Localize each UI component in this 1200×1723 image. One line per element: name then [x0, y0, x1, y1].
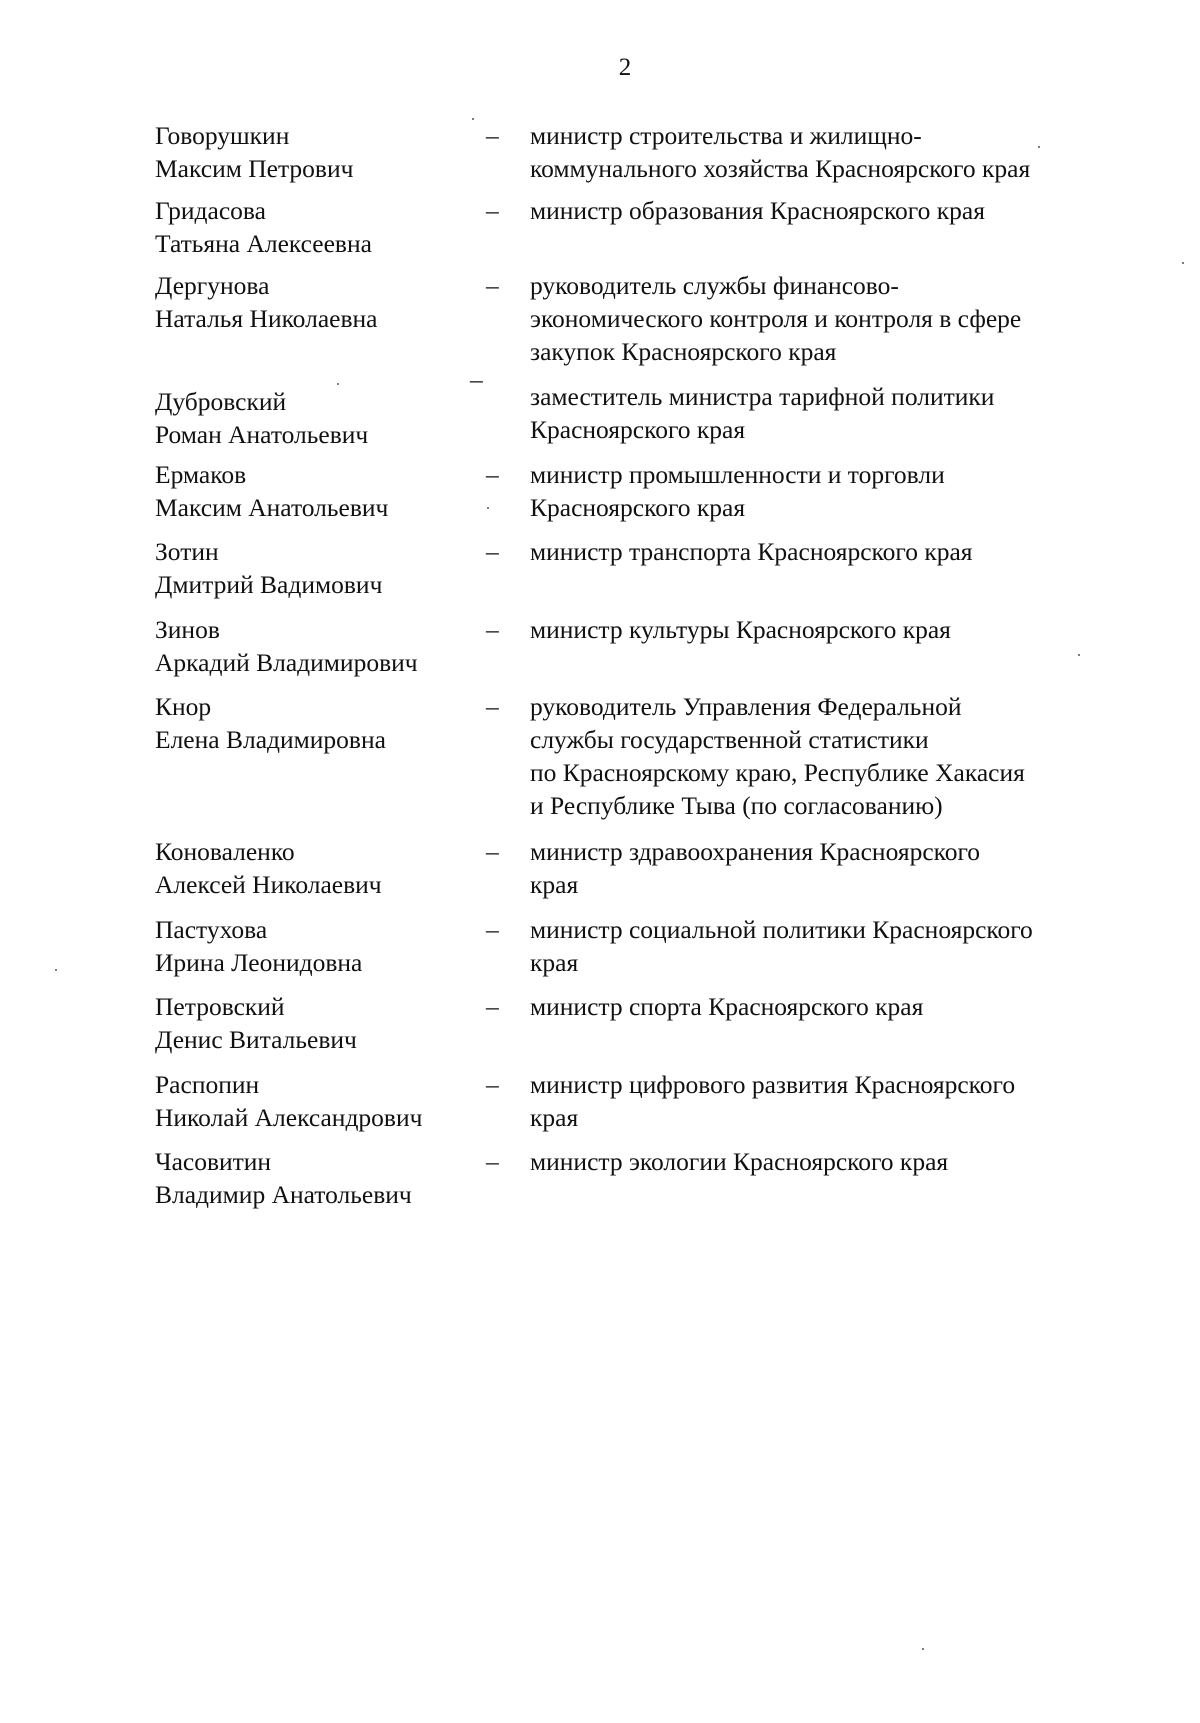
member-given-names: Наталья Николаевна: [155, 304, 378, 333]
member-position: [530, 535, 1100, 568]
member-position: [530, 835, 1100, 901]
member-surname: Дергунова: [155, 271, 270, 300]
position-line: министр культуры Красноярского края: [530, 615, 951, 644]
separator-dash: –: [486, 271, 499, 300]
separator-dash: –: [486, 992, 499, 1021]
scan-speck: [487, 507, 489, 509]
member-given-names: Татьяна Алексеевна: [155, 229, 372, 258]
member-name: [155, 535, 475, 601]
member-name: [155, 269, 475, 335]
member-surname: Петровский: [155, 992, 285, 1021]
page-number: 2: [618, 54, 632, 81]
member-surname: Говорушкин: [155, 121, 290, 150]
position-line: министр строительства и жилищно-: [530, 121, 922, 150]
separator-dash: –: [486, 615, 499, 644]
member-name: [155, 385, 475, 451]
position-line: закупок Красноярского края: [530, 337, 837, 366]
member-surname: Распопин: [155, 1070, 260, 1099]
position-line: министр промышленности и торговли: [530, 460, 945, 489]
position-line: Красноярского края: [530, 415, 746, 444]
scan-speck: [337, 383, 339, 385]
member-name: [155, 458, 475, 524]
member-given-names: Аркадий Владимирович: [155, 648, 418, 677]
position-line: края: [530, 948, 579, 977]
member-surname: Зинов: [155, 615, 220, 644]
scan-speck: [922, 1648, 924, 1650]
scan-speck: [472, 118, 474, 120]
member-given-names: Максим Петрович: [155, 154, 354, 183]
scan-speck: [1078, 654, 1080, 656]
position-line: коммунального хозяйства Красноярского края: [530, 154, 1031, 183]
position-line: министр спорта Красноярского края: [530, 992, 924, 1021]
member-given-names: Роман Анатольевич: [155, 420, 369, 449]
position-line: края: [530, 870, 579, 899]
member-given-names: Елена Владимировна: [155, 725, 386, 754]
member-position: [530, 194, 1100, 227]
member-position: [530, 690, 1100, 822]
separator-dash: –: [486, 1070, 499, 1099]
member-name: [155, 1068, 475, 1134]
member-surname: Зотин: [155, 537, 219, 566]
member-given-names: Денис Витальевич: [155, 1025, 357, 1054]
member-given-names: Владимир Анатольевич: [155, 1180, 412, 1209]
member-surname: Дубровский: [155, 387, 287, 416]
member-given-names: Алексей Николаевич: [155, 870, 382, 899]
member-position: [530, 613, 1100, 646]
member-position: [530, 1145, 1100, 1178]
position-line: министр транспорта Красноярского края: [530, 537, 973, 566]
separator-dash: –: [486, 121, 499, 150]
separator-dash: –: [486, 692, 499, 721]
member-surname: Гридасова: [155, 196, 266, 225]
separator-dash: –: [486, 1147, 499, 1176]
member-surname: Ермаков: [155, 460, 247, 489]
member-position: [530, 269, 1100, 368]
member-position: [530, 1068, 1100, 1134]
scan-speck: [1038, 146, 1040, 148]
member-name: [155, 690, 475, 756]
member-given-names: Дмитрий Вадимович: [155, 570, 383, 599]
position-line: Красноярского края: [530, 493, 746, 522]
member-given-names: Николай Александрович: [155, 1103, 423, 1132]
position-line: министр здравоохранения Красноярского: [530, 837, 981, 866]
member-given-names: Максим Анатольевич: [155, 493, 389, 522]
member-position: [530, 119, 1100, 185]
member-position: [530, 990, 1100, 1023]
scan-speck: [55, 969, 57, 971]
member-name: [155, 835, 475, 901]
separator-dash: –: [470, 365, 483, 394]
member-surname: Кнор: [155, 692, 212, 721]
position-line: руководитель службы финансово-: [530, 271, 899, 300]
position-line: по Красноярскому краю, Республике Хакасия: [530, 758, 1025, 787]
member-name: [155, 119, 475, 185]
position-line: экономического контроля и контроля в сфере: [530, 304, 1022, 333]
separator-dash: –: [486, 196, 499, 225]
member-surname: Часовитин: [155, 1147, 272, 1176]
member-name: [155, 1145, 475, 1211]
position-line: министр социальной политики Красноярского: [530, 915, 1033, 944]
position-line: края: [530, 1103, 579, 1132]
separator-dash: –: [486, 537, 499, 566]
separator-dash: –: [486, 460, 499, 489]
member-position: [530, 458, 1100, 524]
position-line: заместитель министра тарифной политики: [530, 382, 995, 411]
position-line: министр цифрового развития Красноярского: [530, 1070, 1016, 1099]
member-given-names: Ирина Леонидовна: [155, 948, 363, 977]
scan-speck: [1182, 262, 1184, 264]
member-name: [155, 913, 475, 979]
member-position: [530, 380, 1100, 446]
separator-dash: –: [486, 837, 499, 866]
member-name: [155, 990, 475, 1056]
position-line: и Республике Тыва (по согласованию): [530, 791, 943, 820]
position-line: службы государственной статистики: [530, 725, 929, 754]
member-name: [155, 194, 475, 260]
position-line: руководитель Управления Федеральной: [530, 692, 962, 721]
member-surname: Пастухова: [155, 915, 268, 944]
member-position: [530, 913, 1100, 979]
separator-dash: –: [486, 915, 499, 944]
position-line: министр экологии Красноярского края: [530, 1147, 949, 1176]
member-name: [155, 613, 475, 679]
member-surname: Коноваленко: [155, 837, 295, 866]
position-line: министр образования Красноярского края: [530, 196, 985, 225]
